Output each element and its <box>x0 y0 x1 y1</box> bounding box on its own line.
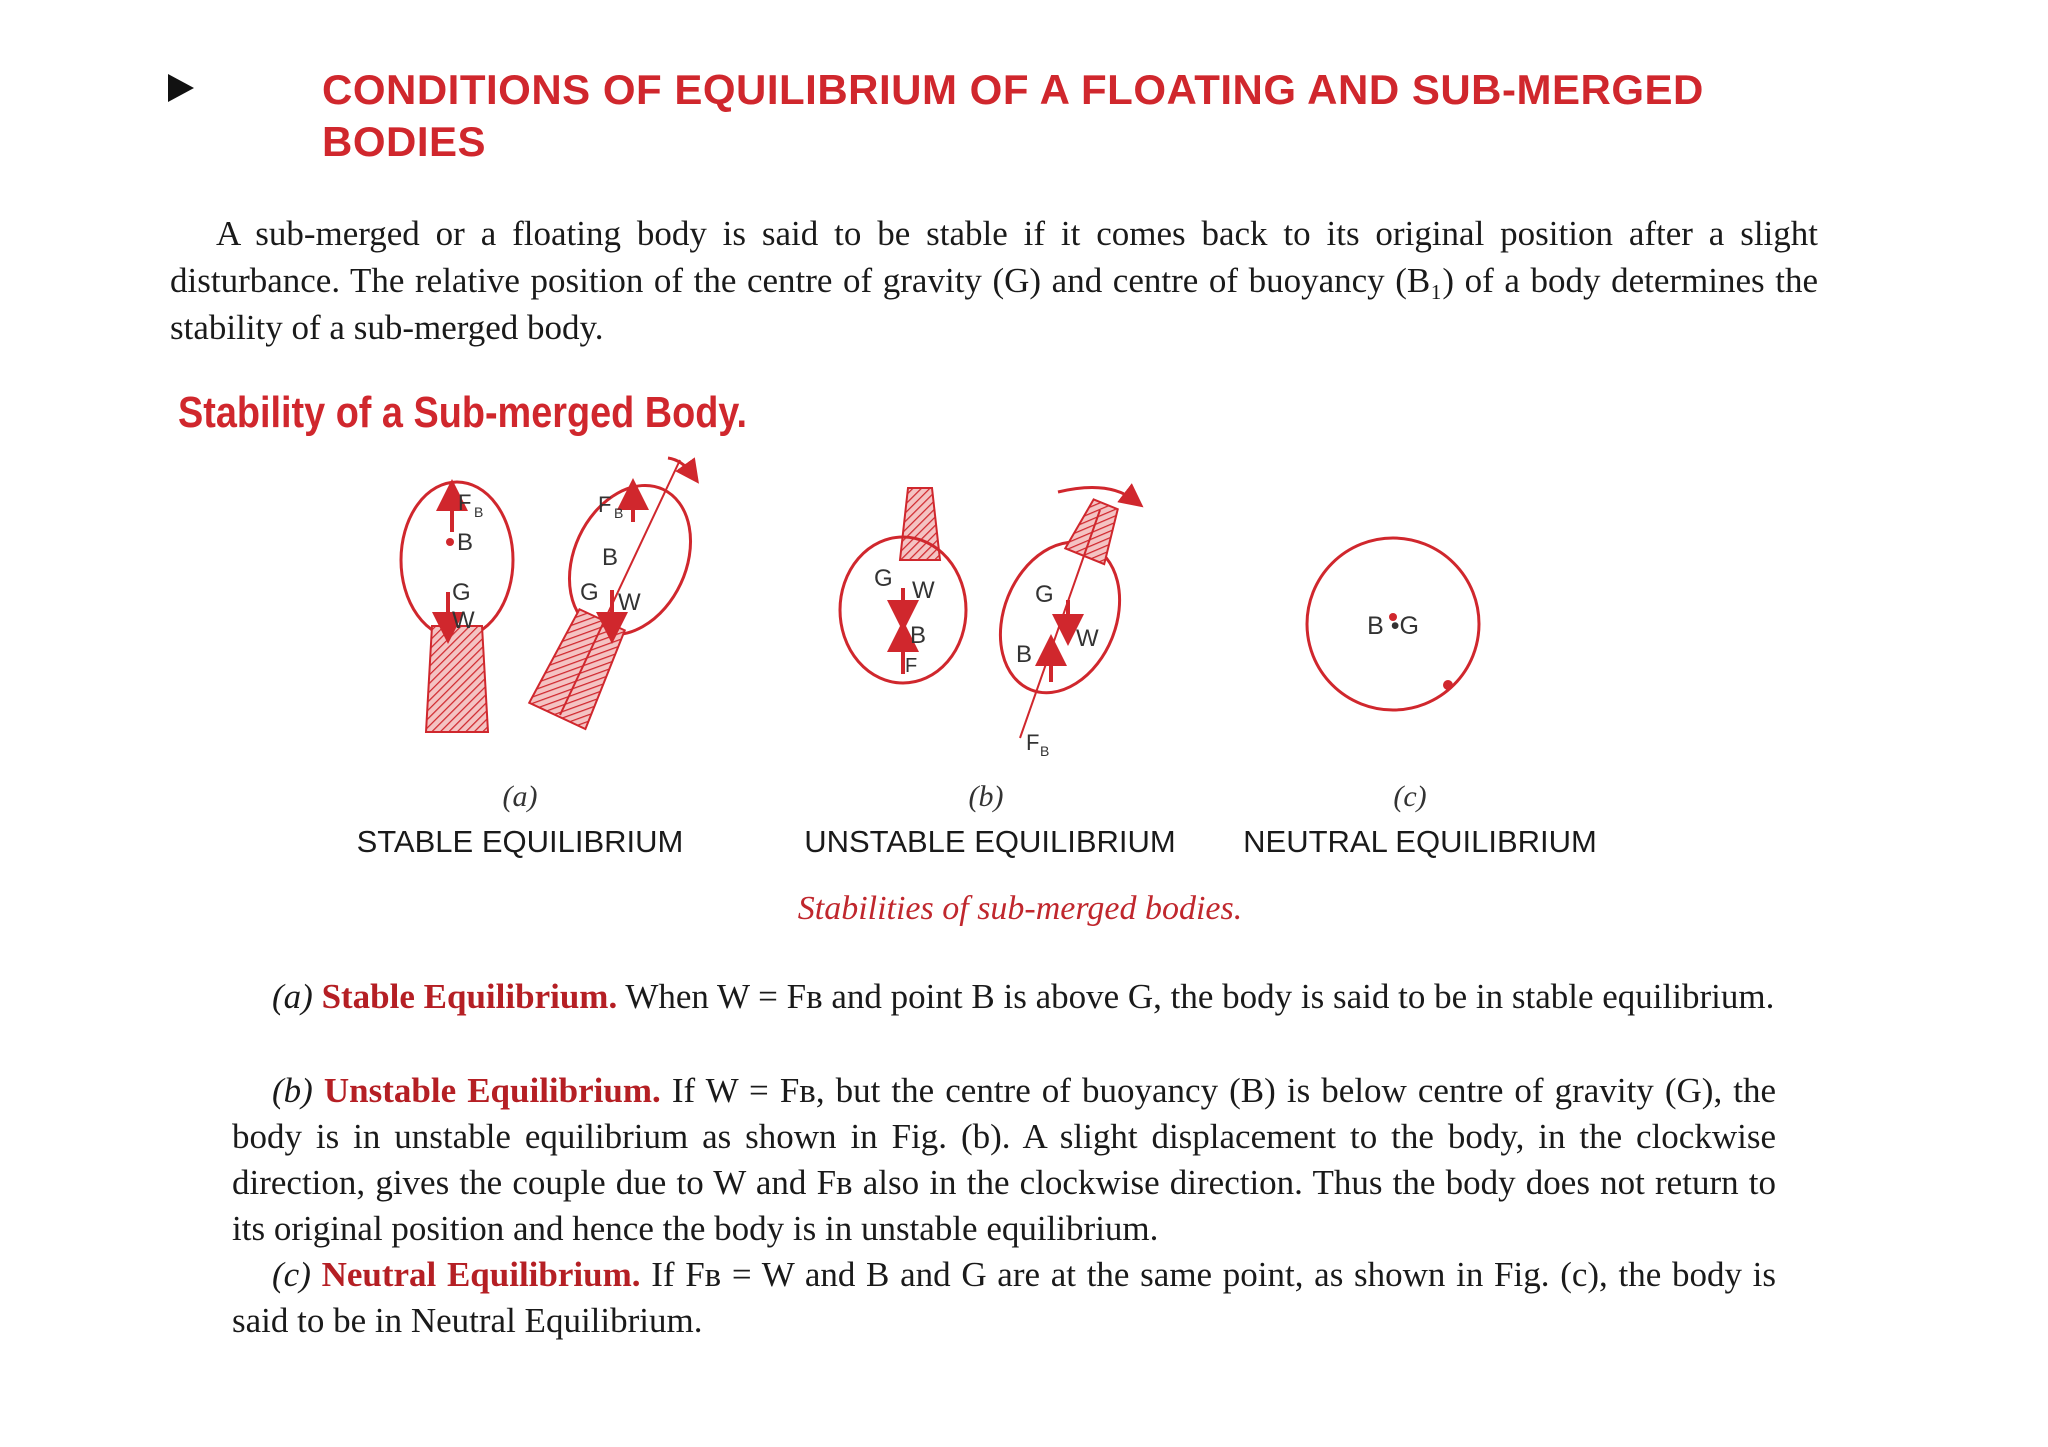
term-neutral: Neutral Equilibrium. <box>321 1255 641 1294</box>
paragraph-stable <box>232 974 1776 1020</box>
label-b: B <box>457 529 474 556</box>
marker-c: (c) <box>272 1255 311 1294</box>
marker-a: (a) <box>272 977 313 1016</box>
svg-text:W: W <box>1076 625 1099 652</box>
term-unstable: Unstable Equilibrium. <box>323 1071 661 1110</box>
stability-diagram <box>0 450 2048 780</box>
svg-text:G: G <box>874 565 893 592</box>
unstable-body-upright <box>840 488 966 683</box>
stable-body-upright <box>401 482 513 732</box>
neutral-body <box>1307 538 1479 710</box>
panel-b-caption: UNSTABLE EQUILIBRIUM <box>804 824 1176 859</box>
text-neutral: If Fʙ = W and B and G are at the same point, as shown in Fig. (c), the body is said to be in Neutral Equilibrium. <box>232 1255 1776 1340</box>
panel-a-label: (a) <box>502 780 538 813</box>
panel-a-caption: STABLE EQUILIBRIUM <box>356 824 684 859</box>
svg-text:W: W <box>912 577 935 604</box>
intro-text: A sub-merged or a floating body is said to be stable if it comes back to its original position after a slight disturbance. The relative position of the centre of gravity (G) and centre of buoyancy (B₁) of a body determines the stability of a sub-merged body. <box>170 214 1818 347</box>
svg-text:B: B <box>602 544 619 571</box>
figure-title: Stabilities of sub-merged bodies. <box>797 890 1243 927</box>
section-subheading: Stability of a Sub-merged Body. <box>178 388 748 437</box>
paragraph-unstable <box>232 1068 1776 1252</box>
svg-text:F: F <box>905 655 918 677</box>
svg-text:F: F <box>598 492 612 517</box>
label-w: W <box>452 607 475 634</box>
svg-text:B: B <box>910 622 927 649</box>
svg-text:G: G <box>580 579 599 606</box>
unstable-body-tilted <box>979 483 1158 759</box>
label-g: G <box>452 579 471 606</box>
svg-text:G: G <box>1035 581 1054 608</box>
panel-c-label: (c) <box>1393 780 1427 813</box>
panel-b-label: (b) <box>968 780 1004 813</box>
svg-text:B: B <box>474 504 484 520</box>
text-unstable: If W = Fʙ, but the centre of buoyancy (B) is below centre of gravity (G), the body is in unstable equilibrium as shown in Fig. (b). A slight displacement to the body, in the clockwise direction, gives the couple due to W and Fʙ also in the clockwise direction. Thus the body does not return to its original position and hence the body is in unstable equilibrium. <box>232 1071 1777 1248</box>
text-stable: When W = Fʙ and point B is above G, the body is said to be in stable equilibrium. <box>625 977 1775 1016</box>
svg-text:B: B <box>614 505 624 521</box>
page-heading: CONDITIONS OF EQUILIBRIUM OF A FLOATING AND SUB-MERGED BODIES <box>322 66 1704 165</box>
term-stable: Stable Equilibrium. <box>321 977 618 1016</box>
bullet-arrow-icon <box>168 74 194 102</box>
label-bg: B •G <box>1367 612 1419 640</box>
stable-body-tilted <box>507 458 714 740</box>
panel-c-caption: NEUTRAL EQUILIBRIUM <box>1243 824 1597 859</box>
label-fb: F <box>458 490 472 515</box>
svg-text:B: B <box>1016 641 1033 668</box>
intro-paragraph <box>170 210 1818 351</box>
marker-b: (b) <box>272 1071 313 1110</box>
svg-text:W: W <box>618 589 641 616</box>
paragraph-neutral <box>232 1252 1776 1344</box>
svg-text:B: B <box>1040 743 1050 759</box>
svg-text:F: F <box>1026 730 1040 755</box>
